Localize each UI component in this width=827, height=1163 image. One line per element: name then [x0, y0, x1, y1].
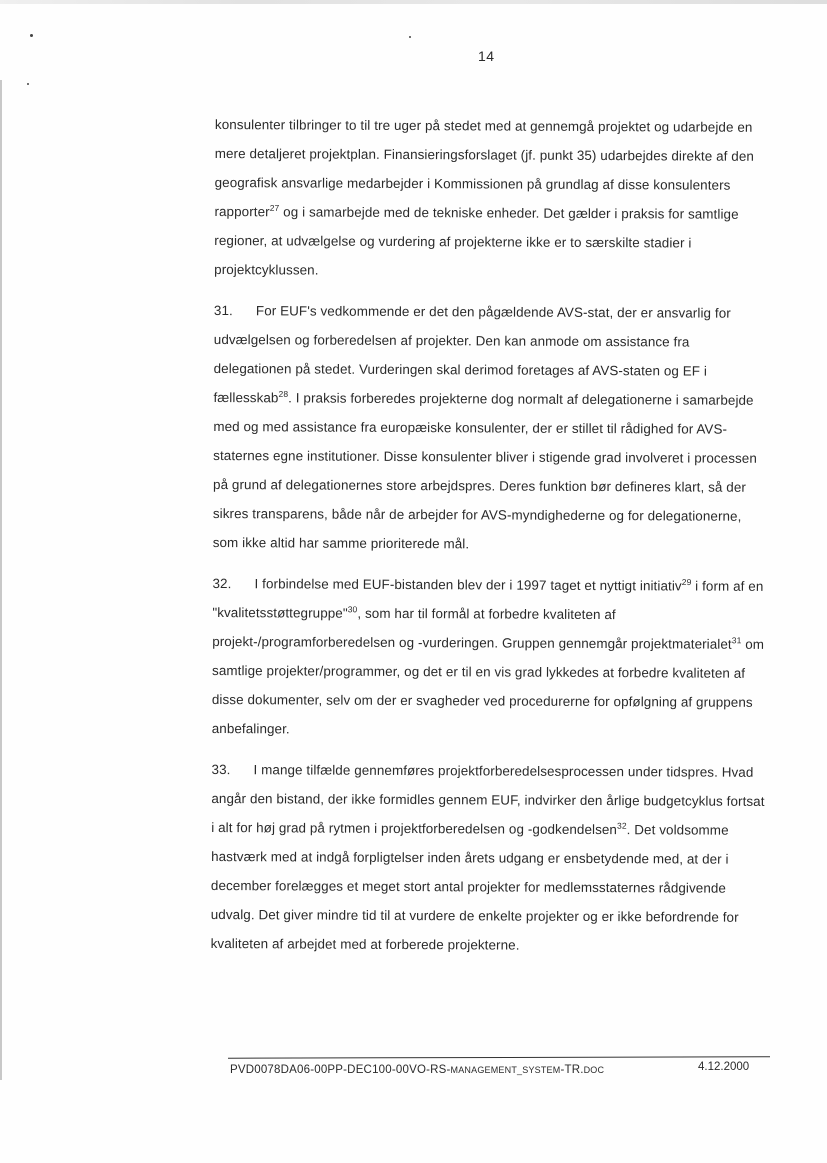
footnote-ref: 28	[278, 388, 289, 399]
paragraph-text: og i samarbejde med de tekniske enheder. Det gælder i praksis for samtlige regioner, at udvælgelse og vurdering af projekterne ikke er to særskilte stadier i projektcyklussen.	[214, 204, 739, 278]
paragraph-text: i form af en "kvalitetsstøttegruppe"	[212, 578, 764, 621]
paragraph-text: I mange tilfælde gennemføres projektforberedelsesprocessen under tidspres. Hvad angår den bistand, der ikke formidles gennem EUF, indvirker den årlige budgetcyklus fortsat i alt for høj grad på rytmen i projektforberedelsen og -godkendelsen	[211, 762, 765, 838]
scan-speck	[27, 83, 29, 85]
paragraph	[214, 110, 770, 287]
paragraph	[213, 296, 769, 560]
scan-left-edge	[0, 80, 2, 1080]
scan-edge-artifact	[0, 0, 827, 4]
footnote-ref: 27	[269, 202, 280, 213]
footer-ref-prefix: PVD0078DA06-00PP-DEC100-00VO-RS-	[230, 1064, 451, 1076]
footnote-ref: 29	[681, 576, 692, 588]
footnote-ref: 30	[347, 604, 358, 615]
paragraph-text: . Det voldsomme hastværk med at indgå forpligtelser inden årets udgang er ensbetydende med, at der i december forelægges et meget stort antal projekter for medlemsstaternes rådgivende udvalg. Det giver mindre tid til at vurdere de enkelte projekter og er ikke befordrende for kvaliteten af arbejdet med at forberede projekterne.	[210, 822, 739, 953]
footnote-ref: 32	[617, 820, 627, 831]
paragraph	[211, 755, 767, 961]
paragraph-number: 32.	[212, 575, 232, 592]
paragraph-number: 31.	[213, 302, 233, 319]
footer-ref-suffix: -TR.	[560, 1064, 584, 1076]
body-text	[210, 110, 769, 973]
paragraph-text: om samtlige projekter/programmer, og det er til en vis grad lykkedes at forbedre kvaliteten af disse dokumenter, selv om der er svagheder ved procedurerne for opfølgning af gruppens anbefalinger.	[211, 636, 765, 737]
paragraph-text: For EUF's vedkommende er det den pågældende AVS-stat, der er ansvarlig for udvælgelsen og forberedelsen af projekter. Den kan anmode om assistance fra delegationen på stedet. Vurderingen skal derimod foretages af AVS-staten og EF i fællesskab	[213, 303, 731, 406]
footer-ref-ext: DOC	[583, 1065, 605, 1075]
paragraph-text: I forbindelse med EUF-bistanden blev der i 1997 taget et nyttigt initiativ	[254, 576, 682, 594]
footer-date: 4.12.2000	[698, 1061, 750, 1073]
scan-speck	[30, 34, 33, 37]
paragraph	[212, 569, 768, 746]
footer-ref-smallcaps: MANAGEMENT_SYSTEM	[450, 1065, 561, 1075]
paragraph-number: 33.	[211, 761, 231, 778]
footer-document-reference	[230, 1064, 604, 1076]
footnote-ref: 31	[731, 635, 742, 646]
footer-rule	[228, 1056, 770, 1058]
page-number: 14	[478, 48, 495, 64]
paragraph-text: konsulenter tilbringer to til tre uger på stedet med at gennemgå projektet og udarbejde en mere detaljeret projektplan. Finansieringsforslaget (jf. punkt 35) udarbejdes direkte af den geografisk ansvarlige medarbejder i Kommissionen på grundlag af disse konsulenters rapporter	[214, 116, 754, 220]
paragraph-text: . I praksis forberedes projekterne dog normalt af delegationerne i samarbejde med og med assistance fra europæiske konsulenter, der er stillet til rådighed for AVS-staternes egne institutioner. Disse konsulenter bliver i stigende grad involveret i processen på grund af delegationernes store arbejdspres. Deres funktion bør defineres klart, så der sikres transparens, både når de arbejder for AVS-myndighederne og for delegationerne, som ikke altid har samme prioriterede mål.	[212, 390, 757, 552]
scan-speck	[409, 36, 411, 38]
paragraph-text: , som har til formål at forbedre kvaliteten af projekt-/programforberedelsen og -vurderingen. Gruppen gennemgår projektmaterialet	[212, 605, 732, 652]
